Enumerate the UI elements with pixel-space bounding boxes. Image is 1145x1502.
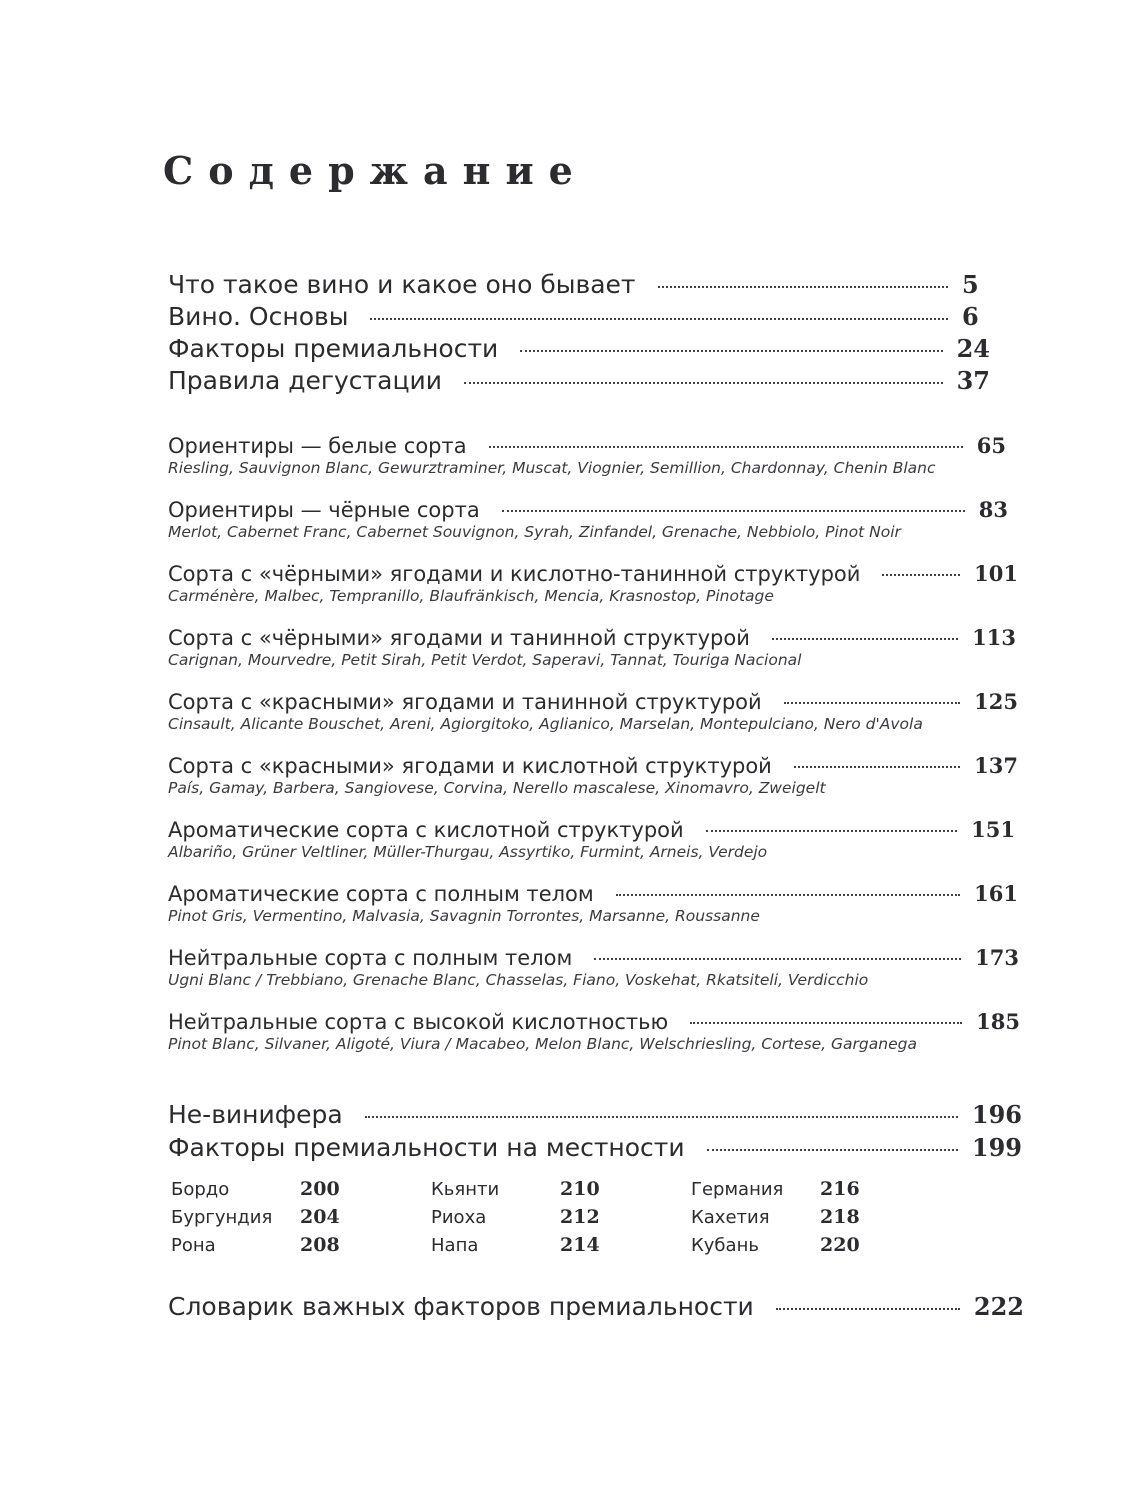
toc-entry[interactable] (168, 881, 1018, 906)
dot-leader (784, 702, 961, 704)
region-name: Бургундия (171, 1207, 273, 1228)
toc-entry-page: 101 (974, 561, 1018, 586)
toc-item (168, 625, 1028, 689)
toc-entry-page: 151 (971, 817, 1015, 842)
grape-list: Merlot, Cabernet Franc, Cabernet Souvignon, Syrah, Zinfandel, Grenache, Nebbiolo, Pinot Noir (168, 523, 901, 541)
grape-list: Ugni Blanc / Trebbiano, Grenache Blanc, Chasselas, Fiano, Voskehat, Rkatsiteli, Verdicchio (168, 971, 869, 989)
dot-leader (706, 830, 958, 832)
region-name: Кьянти (431, 1179, 500, 1200)
region-row (171, 1178, 951, 1206)
region-name: Риоха (431, 1207, 487, 1228)
region-page: 216 (820, 1178, 860, 1200)
dot-leader (370, 318, 948, 320)
dot-leader (707, 1149, 958, 1151)
toc-entry[interactable] (168, 302, 990, 334)
toc-entry-label: Ориентиры — белые сорта (168, 434, 467, 458)
dot-leader (776, 1308, 960, 1310)
toc-entry-label: Факторы премиальности (168, 334, 499, 363)
region-page: 200 (300, 1178, 340, 1200)
toc-entry-page: 83 (978, 497, 1008, 522)
toc-entry[interactable] (168, 497, 1008, 522)
region-page: 218 (820, 1206, 860, 1228)
dot-leader (520, 350, 942, 352)
region-name: Кахетия (691, 1207, 770, 1228)
toc-entry-page: 222 (973, 1292, 1024, 1321)
toc-entry-label: Сорта с «красными» ягодами и танинной структурой (168, 690, 762, 714)
toc-entry[interactable] (168, 945, 1019, 970)
dot-leader (690, 1022, 962, 1024)
region-page: 212 (560, 1206, 600, 1228)
region-entry[interactable] (691, 1234, 951, 1256)
region-name: Германия (691, 1179, 784, 1200)
grape-list: Carignan, Mourvedre, Petit Sirah, Petit Verdot, Saperavi, Tannat, Touriga Nacional (168, 651, 802, 669)
toc-entry-label: Правила дегустации (168, 366, 442, 395)
toc-section-glossary (168, 1292, 1024, 1328)
region-row (171, 1234, 951, 1262)
toc-entry-label: Словарик важных факторов премиальности (168, 1292, 754, 1321)
region-row (171, 1206, 951, 1234)
toc-entry[interactable] (168, 561, 1018, 586)
toc-entry-page: 6 (962, 302, 979, 331)
toc-entry-label: Нейтральные сорта с полным телом (168, 946, 573, 970)
toc-item (168, 881, 1028, 945)
toc-entry-label: Что такое вино и какое оно бывает (168, 270, 636, 299)
toc-entry[interactable] (168, 1009, 1020, 1034)
toc-entry-page: 185 (976, 1009, 1020, 1034)
region-page: 208 (300, 1234, 340, 1256)
toc-entry-page: 24 (956, 334, 990, 363)
toc-entry-label: Нейтральные сорта с высокой кислотностью (168, 1010, 669, 1034)
toc-entry-page: 173 (975, 945, 1019, 970)
toc-section-grapes (168, 433, 1028, 1073)
region-entry[interactable] (431, 1206, 691, 1228)
toc-entry[interactable] (168, 334, 990, 366)
toc-item (168, 945, 1028, 1009)
region-page: 204 (300, 1206, 340, 1228)
toc-entry[interactable] (168, 625, 1016, 650)
dot-leader (489, 446, 963, 448)
region-page: 220 (820, 1234, 860, 1256)
page-title: Содержание (163, 148, 588, 193)
region-entry[interactable] (171, 1178, 431, 1200)
toc-entry-page: 113 (972, 625, 1016, 650)
grape-list: Riesling, Sauvignon Blanc, Gewurztraminer, Muscat, Viognier, Semillion, Chardonnay, Chenin Blanc (168, 459, 936, 477)
toc-entry-page: 161 (974, 881, 1018, 906)
toc-entry-label: Вино. Основы (168, 302, 349, 331)
toc-entry-label: Ароматические сорта с кислотной структурой (168, 818, 684, 842)
dot-leader (882, 574, 960, 576)
toc-entry[interactable] (168, 817, 1015, 842)
toc-item (168, 817, 1028, 881)
region-page: 210 (560, 1178, 600, 1200)
region-name: Напа (431, 1235, 479, 1256)
region-entry[interactable] (691, 1206, 951, 1228)
region-grid (171, 1178, 951, 1262)
grape-list: País, Gamay, Barbera, Sangiovese, Corvina, Nerello mascalese, Xinomavro, Zweigelt (168, 779, 826, 797)
toc-entry-label: Факторы премиальности на местности (168, 1133, 685, 1162)
toc-item (168, 433, 1028, 497)
region-entry[interactable] (171, 1206, 431, 1228)
dot-leader (658, 286, 949, 288)
region-entry[interactable] (431, 1234, 691, 1256)
toc-entry-page: 137 (974, 753, 1018, 778)
toc-entry-page: 65 (976, 433, 1006, 458)
dot-leader (794, 766, 960, 768)
toc-section-basics (168, 270, 990, 398)
toc-item (168, 753, 1028, 817)
dot-leader (772, 638, 958, 640)
toc-entry[interactable] (168, 1100, 1022, 1133)
toc-entry-label: Сорта с «красными» ягодами и кислотной структурой (168, 754, 772, 778)
region-entry[interactable] (431, 1178, 691, 1200)
region-entry[interactable] (171, 1234, 431, 1256)
grape-list: Carménère, Malbec, Tempranillo, Blaufränkisch, Mencia, Krasnostop, Pinotage (168, 587, 774, 605)
toc-item (168, 561, 1028, 625)
toc-entry-page: 199 (971, 1133, 1022, 1162)
toc-entry-label: Не-винифера (168, 1100, 343, 1129)
toc-entry-page: 5 (962, 270, 979, 299)
grape-list: Albariño, Grüner Veltliner, Müller-Thurgau, Assyrtiko, Furmint, Arneis, Verdejo (168, 843, 768, 861)
dot-leader (464, 382, 943, 384)
toc-entry[interactable] (168, 433, 1006, 458)
region-name: Бордо (171, 1179, 230, 1200)
toc-entry-label: Ориентиры — чёрные сорта (168, 498, 480, 522)
toc-entry[interactable] (168, 689, 1018, 714)
toc-item (168, 497, 1028, 561)
toc-entry-label: Сорта с «чёрными» ягодами и кислотно-танинной структурой (168, 562, 861, 586)
region-name: Кубань (691, 1235, 759, 1256)
region-name: Рона (171, 1235, 216, 1256)
region-page: 214 (560, 1234, 600, 1256)
dot-leader (594, 958, 961, 960)
toc-item (168, 1009, 1028, 1073)
toc-entry-page: 125 (974, 689, 1018, 714)
toc-entry-page: 196 (971, 1100, 1022, 1129)
toc-section-regions (168, 1100, 1022, 1166)
toc-entry[interactable] (168, 1292, 1024, 1328)
toc-entry-label: Ароматические сорта с полным телом (168, 882, 594, 906)
grape-list: Pinot Gris, Vermentino, Malvasia, Savagnin Torrontes, Marsanne, Roussanne (168, 907, 760, 925)
toc-entry[interactable] (168, 270, 990, 302)
region-entry[interactable] (691, 1178, 951, 1200)
toc-item (168, 689, 1028, 753)
toc-entry[interactable] (168, 366, 990, 398)
grape-list: Cinsault, Alicante Bouschet, Areni, Agiorgitoko, Aglianico, Marselan, Montepulciano, Nero d'Avola (168, 715, 923, 733)
dot-leader (502, 510, 965, 512)
toc-entry-label: Сорта с «чёрными» ягодами и танинной структурой (168, 626, 750, 650)
toc-entry[interactable] (168, 1133, 1022, 1166)
toc-entry[interactable] (168, 753, 1018, 778)
dot-leader (365, 1116, 958, 1118)
dot-leader (616, 894, 960, 896)
toc-entry-page: 37 (956, 366, 990, 395)
grape-list: Pinot Blanc, Silvaner, Aligoté, Viura / Macabeo, Melon Blanc, Welschriesling, Cortese, Garganega (168, 1035, 917, 1053)
